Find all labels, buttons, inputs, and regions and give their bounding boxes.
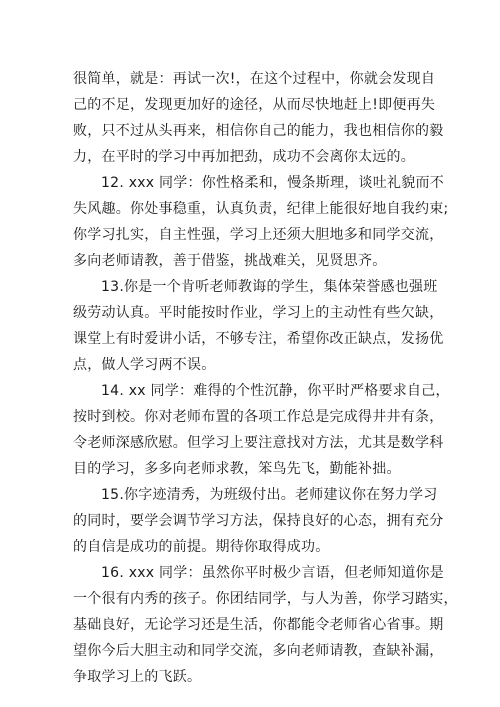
text-line: 败，只不过从头再来，相信你自己的能力，我也相信你的毅 <box>73 123 444 139</box>
text-line: 课堂上有时爱讲小话，不够专注，希望你改正缺点，发扬优 <box>73 331 444 347</box>
text-line: 己的不足，发现更加好的途径，从而尽快地赶上!即便再失 <box>73 97 436 113</box>
text-line: 12. xxx 同学：你性格柔和，慢条斯理，谈吐礼貌而不 <box>101 175 445 191</box>
paragraph-continuation <box>73 66 444 170</box>
text-line: 点，做人学习两不误。 <box>73 357 216 373</box>
text-line: 很简单，就是：再试一次!，在这个过程中，你就会发现自 <box>73 71 436 87</box>
paragraph-comment-15 <box>73 482 444 560</box>
paragraph-comment-13 <box>73 274 444 378</box>
text-line: 级劳动认真。平时能按时作业，学习上的主动性有些欠缺， <box>73 305 444 321</box>
paragraph-comment-16 <box>73 560 458 690</box>
text-line: 16. xxx 同学：虽然你平时极少言语，但老师知道你是 <box>101 565 445 581</box>
text-line: 望你今后大胆主动和同学交流，多向老师请教，查缺补漏， <box>73 643 444 659</box>
text-line: 按时到校。你对老师布置的各项工作总是完成得井井有条， <box>73 409 444 425</box>
text-line: 15.你字迹清秀，为班级付出。老师建议你在努力学习 <box>101 487 438 503</box>
text-line: 一个很有内秀的孩子。你团结同学，与人为善，你学习踏实， <box>73 591 458 607</box>
text-line: 目的学习，多多向老师求教，笨鸟先飞，勤能补拙。 <box>73 461 401 477</box>
text-line: 的同时，要学会调节学习方法，保持良好的心态，拥有充分 <box>73 513 444 529</box>
text-line: 13.你是一个肯听老师教诲的学生，集体荣誉感也强班 <box>101 279 438 295</box>
text-line: 争取学习上的飞跃。 <box>73 669 202 685</box>
text-line: 失风趣。你处事稳重，认真负责，纪律上能很好地自我约束; <box>73 201 449 217</box>
text-line: 你学习扎实，自主性强，学习上还须大胆地多和同学交流， <box>73 227 444 243</box>
text-line: 力，在平时的学习中再加把劲，成功不会离你太远的。 <box>73 149 415 165</box>
paragraph-comment-12 <box>73 170 449 274</box>
text-line: 多向老师请教，善于借鉴，挑战难关，见贤思齐。 <box>73 253 387 269</box>
text-line: 的自信是成功的前提。期待你取得成功。 <box>73 539 330 555</box>
text-line: 14. xx 同学：难得的个性沉静，你平时严格要求自己， <box>101 383 450 399</box>
text-line: 基础良好，无论学习还是生活，你都能令老师省心省事。期 <box>73 617 444 633</box>
paragraph-comment-14 <box>73 378 450 482</box>
document-body <box>73 66 458 690</box>
text-line: 令老师深感欣慰。但学习上要注意找对方法，尤其是数学科 <box>73 435 444 451</box>
